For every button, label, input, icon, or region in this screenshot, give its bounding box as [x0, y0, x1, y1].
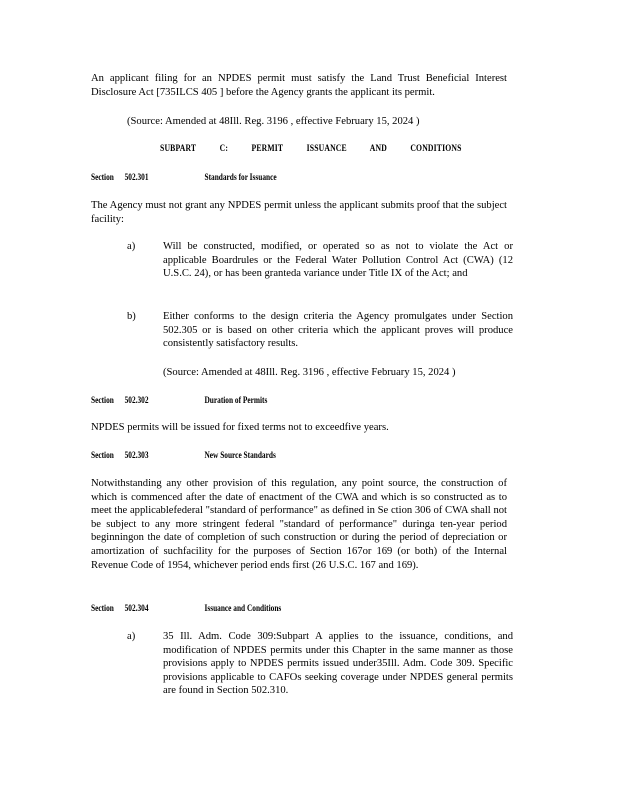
section-prefix: Section	[91, 395, 114, 405]
section-number: 502.304	[124, 603, 149, 613]
section-title: Duration of Permits	[204, 395, 268, 405]
source-note: (Source: Amended at 48Ill. Reg. 3196 , effective February 15, 2024 )	[127, 116, 420, 127]
section-heading	[91, 172, 277, 182]
subpart-label: SUBPART	[160, 144, 197, 154]
list-item-label: a)	[127, 241, 136, 252]
list-item-label: b)	[127, 311, 136, 322]
subpart-word: CONDITIONS	[410, 144, 462, 154]
section-heading	[91, 603, 281, 613]
intro-paragraph: An applicant filing for an NPDES permit must satisfy the Land Trust Beneficial Interest Disclosure Act [735ILCS 405 ] before the Agency grants the applicant its permit.	[91, 73, 507, 98]
section-title: Standards for Issuance	[204, 172, 277, 182]
section-title: Issuance and Conditions	[204, 603, 282, 613]
section-number: 502.302	[124, 395, 149, 405]
subpart-heading	[160, 144, 483, 154]
section-paragraph: NPDES permits will be issued for fixed terms not to exceedfive years.	[91, 422, 389, 433]
list-item-label: a)	[127, 631, 136, 642]
subpart-word: PERMIT	[251, 144, 284, 154]
list-item-text: Either conforms to the design criteria the Agency promulgates under Section 502.305 or is based on other criteria which the applicant proves will produce consistently satisfactory results.	[163, 311, 513, 350]
section-prefix: Section	[91, 603, 114, 613]
section-title: New Source Standards	[204, 450, 276, 460]
section-number: 502.303	[124, 450, 149, 460]
section-prefix: Section	[91, 450, 114, 460]
section-number: 502.301	[124, 172, 149, 182]
source-note: (Source: Amended at 48Ill. Reg. 3196 , effective February 15, 2024 )	[163, 367, 456, 378]
list-item-text: 35 Ill. Adm. Code 309:Subpart A applies to the issuance, conditions, and modification of NPDES permits under this Chapter in the same manner as those provisions apply to NPDES permits issued under35Ill. Adm. Code 309. Specific provisions applicable to CAFOs seeking coverage under NPDES general permits are found in Section 502.310.	[163, 631, 513, 697]
section-paragraph: The Agency must not grant any NPDES permit unless the applicant submits proof that the subject facility:	[91, 200, 507, 225]
section-prefix: Section	[91, 172, 114, 182]
section-heading	[91, 450, 276, 460]
subpart-letter: C:	[219, 144, 229, 154]
subpart-word: AND	[369, 144, 387, 154]
subpart-word: ISSUANCE	[306, 144, 347, 154]
list-item-text: Will be constructed, modified, or operated so as not to violate the Act or applicable Boardrules or the Federal Water Pollution Control Act (CWA) (12 U.S.C. 24), or has been granteda variance under Title IX of the Act; and	[163, 241, 513, 280]
section-heading	[91, 395, 267, 405]
section-paragraph: Notwithstanding any other provision of this regulation, any point source, the construction of which is commenced after the date of enactment of the CWA and which is so constructed as to meet the applicablefederal "standard of performance" as defined in Se ction 306 of CWA shall not be subject to any more stringent federal "standard of performance" duringa ten-year period beginningon the date of completion of such construction or during the period of depreciation or amortization of suchfacility for the purposes of Section 167or 169 (or both) of the Internal Revenue Code of 1954, whichever period ends first (26 U.S.C. 167 and 169).	[91, 478, 507, 571]
